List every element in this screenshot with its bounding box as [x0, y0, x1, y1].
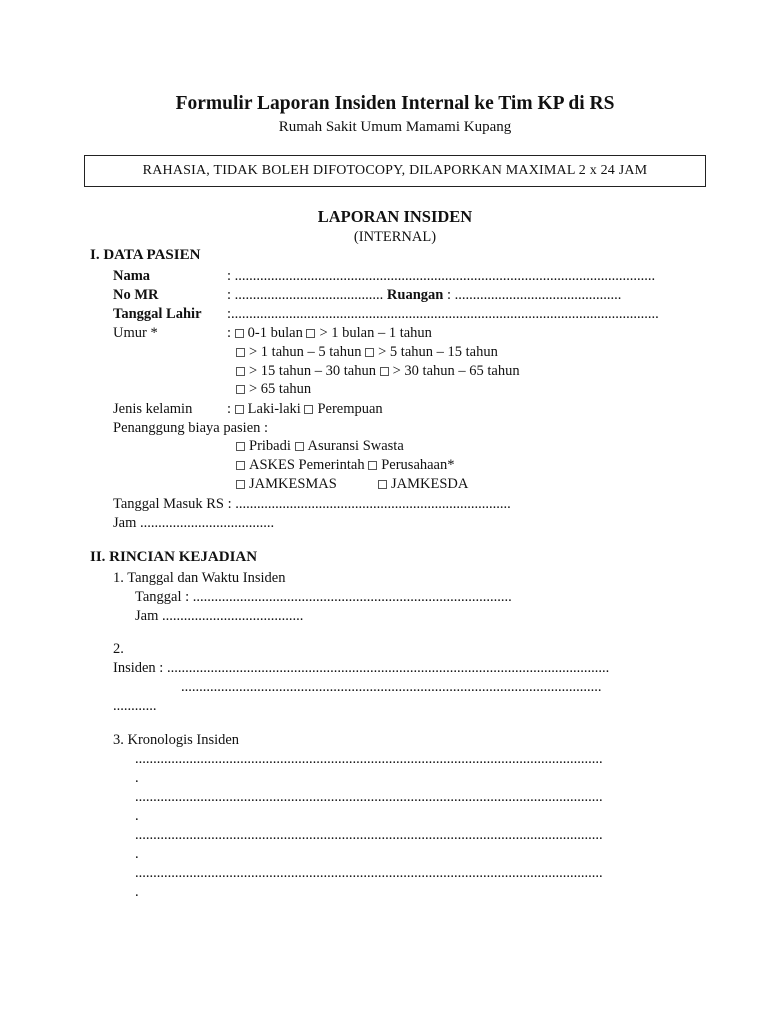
form-title: Formulir Laporan Insiden Internal ke Tim KP di RS — [175, 93, 615, 114]
checkbox-icon[interactable] — [236, 385, 245, 394]
hospital-name: Rumah Sakit Umum Mamami Kupang — [278, 119, 512, 135]
kronologis-line[interactable]: ................................................................................................................................. — [135, 751, 603, 767]
jenis-kelamin-label: Jenis kelamin — [113, 401, 193, 417]
checkbox-icon[interactable] — [236, 442, 245, 451]
kronologis-line-end: . — [135, 884, 139, 900]
biaya-row-1 — [236, 437, 404, 455]
umur-option: > 30 tahun – 65 tahun — [392, 363, 520, 379]
umur-label: Umur * — [113, 325, 158, 341]
tanggal-masuk-field[interactable]: Tanggal Masuk RS : ............................................................................ — [113, 496, 511, 512]
umur-option: > 1 tahun – 5 tahun — [249, 344, 362, 360]
nomr-value: : ......................................... — [227, 287, 384, 303]
checkbox-icon[interactable] — [236, 367, 245, 376]
insiden-field-cont[interactable]: .................................................................................................................... — [181, 679, 602, 695]
checkbox-icon[interactable] — [236, 480, 245, 489]
report-subtitle: (INTERNAL) — [353, 229, 437, 245]
kronologis-line[interactable]: ................................................................................................................................. — [135, 789, 603, 805]
item-2-number: 2. — [113, 641, 124, 657]
jenis-kelamin-row — [227, 400, 383, 418]
nomr-field[interactable] — [227, 286, 621, 304]
kronologis-line-end: . — [135, 808, 139, 824]
nama-field[interactable]: : .................................................................................................................... — [227, 268, 656, 284]
checkbox-icon[interactable] — [365, 348, 374, 357]
kronologis-line[interactable]: ................................................................................................................................. — [135, 827, 603, 843]
biaya-row-2 — [236, 456, 455, 474]
insiden-field[interactable]: Insiden : .......................................................................................................................... — [113, 660, 610, 676]
ruangan-field[interactable]: : .............................................. — [446, 287, 622, 303]
umur-row-1 — [227, 324, 432, 342]
umur-row-2 — [236, 343, 498, 361]
kronologis-line[interactable]: ................................................................................................................................. — [135, 865, 603, 881]
report-title: LAPORAN INSIDEN — [317, 207, 473, 226]
tanggal-lahir-label: Tanggal Lahir — [113, 306, 202, 322]
umur-option: > 65 tahun — [249, 381, 312, 397]
checkbox-icon[interactable] — [304, 405, 313, 414]
nomr-label: No MR — [113, 287, 159, 303]
checkbox-icon[interactable] — [368, 461, 377, 470]
ruangan-label: Ruangan — [386, 287, 444, 303]
biaya-option: Pribadi — [249, 438, 291, 454]
checkbox-icon[interactable] — [380, 367, 389, 376]
checkbox-icon[interactable] — [236, 348, 245, 357]
nama-label: Nama — [113, 268, 151, 284]
biaya-option: ASKES Pemerintah — [249, 457, 365, 473]
jk-colon: : — [227, 401, 232, 417]
biaya-option: JAMKESDA — [391, 476, 469, 492]
umur-option: > 15 tahun – 30 tahun — [249, 363, 376, 379]
checkbox-icon[interactable] — [378, 480, 387, 489]
biaya-row-3b — [378, 475, 468, 493]
penanggung-biaya-label: Penanggung biaya pasien : — [113, 420, 269, 436]
biaya-row-3 — [236, 475, 337, 493]
item-tanggal-waktu: 1. Tanggal dan Waktu Insiden — [113, 570, 286, 586]
umur-row-3 — [236, 362, 520, 380]
umur-colon: : — [227, 325, 232, 341]
confidential-notice: RAHASIA, TIDAK BOLEH DIFOTOCOPY, DILAPORKAN MAXIMAL 2 x 24 JAM — [142, 163, 648, 178]
umur-option: > 1 bulan – 1 tahun — [319, 325, 432, 341]
checkbox-icon[interactable] — [306, 329, 315, 338]
confidential-notice-box — [84, 155, 706, 187]
checkbox-icon[interactable] — [295, 442, 304, 451]
jam-masuk-field[interactable]: Jam ..................................... — [113, 515, 275, 531]
checkbox-icon[interactable] — [235, 329, 244, 338]
tanggal-insiden-field[interactable]: Tanggal : ........................................................................................ — [135, 589, 512, 605]
section-data-pasien-heading: I. DATA PASIEN — [90, 247, 201, 263]
biaya-option: Perusahaan* — [381, 457, 455, 473]
section-rincian-heading: II. RINCIAN KEJADIAN — [90, 549, 258, 565]
jk-option: Perempuan — [317, 401, 383, 417]
kronologis-line-end: . — [135, 846, 139, 862]
insiden-field-end[interactable]: ............ — [113, 698, 157, 714]
biaya-option: JAMKESMAS — [249, 476, 337, 492]
kronologis-line-end: . — [135, 770, 139, 786]
jk-option: Laki-laki — [247, 401, 301, 417]
umur-option: > 5 tahun – 15 tahun — [378, 344, 498, 360]
umur-option: 0-1 bulan — [247, 325, 303, 341]
jam-insiden-field[interactable]: Jam ....................................... — [135, 608, 304, 624]
item-kronologis: 3. Kronologis Insiden — [113, 732, 240, 748]
umur-row-4 — [236, 380, 311, 398]
checkbox-icon[interactable] — [235, 405, 244, 414]
tanggal-lahir-field[interactable]: :...................................................................................................................... — [227, 306, 659, 322]
biaya-option: Asuransi Swasta — [307, 438, 404, 454]
checkbox-icon[interactable] — [236, 461, 245, 470]
